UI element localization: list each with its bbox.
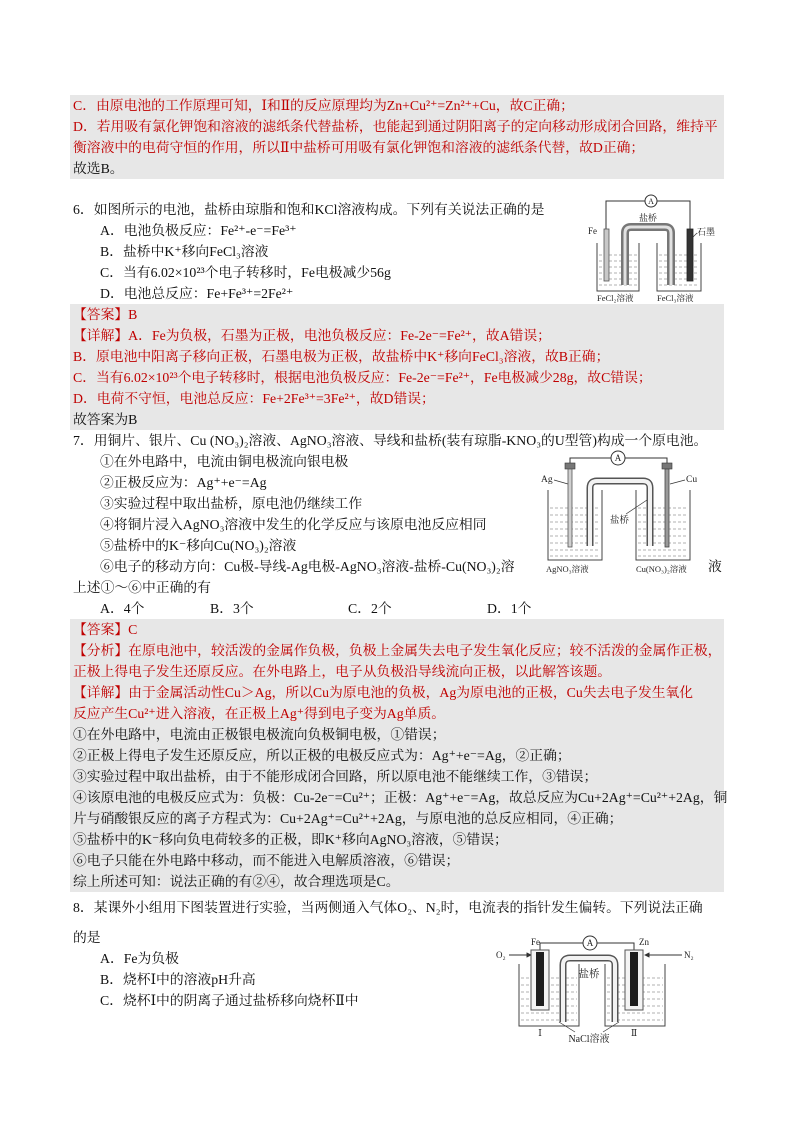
question-7-detail-line: ①在外电路中，电流由正极银电极流向负极铜电极，①错误； bbox=[73, 727, 446, 742]
question-7-statement-6-tail: 液 bbox=[708, 559, 722, 574]
q6-left-beaker bbox=[597, 243, 639, 291]
q7-ag-electrode bbox=[568, 469, 572, 547]
q8-salt-bridge-core bbox=[563, 958, 615, 1022]
q6-salt-bridge bbox=[625, 227, 671, 285]
question-7-option-d: D．1个 bbox=[487, 601, 532, 616]
q7-right-electrode-label: Cu bbox=[686, 475, 698, 485]
q7-right-beaker bbox=[636, 490, 690, 560]
q8-salt-bridge-label: 盐桥 bbox=[578, 969, 600, 980]
question-7-statement-5: ⑤盐桥中的K⁻移向Cu(NO₃)₂溶液 bbox=[100, 538, 297, 553]
q7-salt-bridge-label: 盐桥 bbox=[610, 516, 630, 526]
question-6-answer-block bbox=[70, 304, 724, 430]
q6-salt-bridge-core bbox=[625, 227, 671, 285]
question-7-conclusion: 综上所述可知：说法正确的有②④，故合理选项是C。 bbox=[73, 874, 400, 889]
q8-beaker-left-label: Ⅰ bbox=[538, 1028, 542, 1038]
q8-gas-right-label: N₂ bbox=[684, 950, 694, 960]
q7-right-clamp bbox=[662, 463, 672, 469]
question-8-option-a: A．Fe为负极 bbox=[100, 951, 179, 966]
previous-answer-block bbox=[70, 95, 724, 179]
question-7-options bbox=[70, 598, 724, 619]
question-7-analysis-line: 【分析】在原电池中，较活泼的金属作负极，负极上金属失去电子发生氧化反应；较不活泼的金属作正极， bbox=[73, 643, 722, 658]
question-7-statement-4: ④将铜片浸入AgNO₃溶液中发生的化学反应与该原电池反应相同 bbox=[100, 517, 487, 532]
question-8-stem: 8．某课外小组用下图装置进行实验，当两侧通入气体O₂、N₂时，电流表的指针发生偏转。下列说法正确 bbox=[73, 900, 703, 915]
question-6-option-a: A．电池负极反应：Fe²⁺-e⁻=Fe³⁺ bbox=[100, 223, 297, 238]
question-7-option-c: C．2个 bbox=[348, 601, 392, 616]
q7-ammeter-label: A bbox=[614, 453, 622, 463]
question-7-answer: 【答案】C bbox=[73, 622, 138, 637]
q8-salt-bridge bbox=[563, 958, 615, 1022]
question-8-stem-continued: 的是 bbox=[73, 930, 101, 945]
question-6-option-d: D．电池总反应：Fe+Fe³⁺=2Fe²⁺ bbox=[100, 286, 294, 301]
question-6-conclusion: 故答案为B bbox=[73, 412, 138, 427]
q7-left-solution-label: AgNO₃溶液 bbox=[546, 564, 589, 574]
q6-graphite-electrode bbox=[687, 229, 693, 281]
q6-left-solution-label: FeCl₂溶液 bbox=[597, 293, 634, 303]
q6-salt-bridge-label: 盐桥 bbox=[638, 213, 658, 223]
q8-solution-leader-left bbox=[559, 1022, 575, 1032]
question-7-detail-line: ③实验过程中取出盐桥，由于不能形成闭合回路，所以原电池不能继续工作，③错误； bbox=[73, 769, 598, 784]
q7-cu-electrode bbox=[665, 469, 669, 547]
q7-right-solution-label: Cu(NO₃)₂溶液 bbox=[636, 564, 687, 574]
q7-left-clamp bbox=[565, 463, 575, 469]
previous-answer-line: C．由原电池的工作原理可知，Ⅰ和Ⅱ的反应原理均为Zn+Cu²⁺=Zn²⁺+Cu，故C正确； bbox=[73, 98, 574, 113]
q8-ammeter-label: A bbox=[586, 938, 594, 948]
question-7-option-b: B．3个 bbox=[210, 601, 254, 616]
q7-right-label-leader bbox=[670, 480, 685, 484]
question-7-statement-3: ③实验过程中取出盐桥，原电池仍继续工作 bbox=[100, 496, 363, 511]
question-6-option-b: B．盐桥中K⁺移向FeCl₃溶液 bbox=[100, 244, 269, 259]
q8-zn-electrode bbox=[630, 952, 638, 1006]
question-6-answer: 【答案】B bbox=[73, 307, 138, 322]
question-7-answer-block bbox=[70, 619, 728, 892]
question-7-detail-line: ②正极上得电子发生还原反应，所以正极的电极反应式为：Ag⁺+e⁻=Ag，②正确； bbox=[73, 748, 571, 763]
question-6-option-c: C．当有6.02×10²³个电子转移时，Fe电极减少56g bbox=[100, 265, 391, 280]
question-7-detail-line: ④该原电池的电极反应式为：负极：Cu-2e⁻=Cu²⁺；正极：Ag⁺+e⁻=Ag，故总反应为Cu+2Ag⁺=Cu²⁺+2Ag，铜 bbox=[73, 790, 728, 805]
question-7-detail-line: ⑥电子只能在外电路中移动，而不能进入电解质溶液，⑥错误； bbox=[73, 853, 460, 868]
question-8-option-b: B．烧杯Ⅰ中的溶液pH升高 bbox=[100, 972, 256, 987]
q7-left-beaker bbox=[548, 490, 602, 560]
q7-left-label-leader bbox=[554, 480, 568, 484]
question-7-detail-line: ⑤盐桥中的K⁻移向负电荷较多的正极，即K⁺移向AgNO₃溶液，⑤错误； bbox=[73, 832, 508, 847]
question-6-detail-line: D．电荷不守恒，电池总反应：Fe+2Fe³⁺=3Fe²⁺，故D错误； bbox=[73, 391, 435, 406]
question-6-cell-diagram bbox=[585, 193, 717, 305]
question-6-detail-line: 【详解】A．Fe为负极，石墨为正极，电池负极反应：Fe-2e⁻=Fe²⁺，故A错误； bbox=[73, 328, 551, 343]
q8-solution-label: NaCl溶液 bbox=[568, 1034, 610, 1045]
question-7-detail-line: 片与硝酸银反应的离子方程式为：Cu+2Ag⁺=Cu²⁺+2Ag，与原电池的总反应相同，④正确； bbox=[73, 811, 623, 826]
question-7-detail-intro-line: 反应产生Cu²⁺进入溶液，在正极上Ag⁺得到电子变为Ag单质。 bbox=[73, 706, 446, 721]
q7-right-solution bbox=[638, 508, 688, 556]
q6-ammeter-label: A bbox=[648, 197, 654, 206]
q7-left-electrode-label: Ag bbox=[541, 475, 553, 485]
question-7-statement-2: ②正极反应为：Ag⁺+e⁻=Ag bbox=[100, 475, 267, 490]
question-7-statement-1: ①在外电路中，电流由铜电极流向银电极 bbox=[100, 454, 349, 469]
q6-left-electrode-label: Fe bbox=[588, 226, 597, 236]
previous-answer-conclusion: 故选B。 bbox=[73, 161, 124, 176]
question-7-detail-intro-line: 【详解】由于金属活动性Cu＞Ag，所以Cu为原电池的负极，Ag为原电池的正极，Cu失去电子发生氧化 bbox=[73, 685, 694, 700]
q8-fe-electrode bbox=[536, 952, 544, 1006]
question-6-detail-line: C．当有6.02×10²³个电子转移时，根据电池负极反应：Fe-2e⁻=Fe²⁺，Fe电极减少28g，故C错误； bbox=[73, 370, 652, 385]
previous-answer-line: 衡溶液中的电荷守恒的作用，所以Ⅱ中盐桥可用吸有氯化钾饱和溶液的滤纸条代替，故D正确； bbox=[73, 140, 645, 155]
q6-right-electrode-label: 石墨 bbox=[697, 227, 716, 237]
question-8-cell-diagram bbox=[493, 932, 703, 1044]
q8-beaker-right-label: Ⅱ bbox=[630, 1028, 638, 1038]
q8-left-electrode-label: Fe bbox=[531, 937, 540, 947]
question-7-cell-diagram bbox=[540, 448, 705, 576]
question-7-stem: 7．用铜片、银片、Cu (NO₃)₂溶液、AgNO₃溶液、导线和盐桥(装有琼脂-KNO₃的U型管)构成一个原电池。 bbox=[73, 433, 708, 448]
question-7-option-a: A．4个 bbox=[100, 601, 145, 616]
q8-gas-left-label: O₂ bbox=[496, 950, 506, 960]
q6-right-solution-label: FeCl₃溶液 bbox=[657, 293, 694, 303]
question-7-analysis-line: 正极上得电子发生还原反应。在外电路上，电子从负极沿导线流向正极，以此解答该题。 bbox=[73, 664, 612, 679]
q6-fe-electrode bbox=[604, 229, 609, 281]
question-7-prompt: 上述①～⑥中正确的有 bbox=[73, 580, 211, 595]
question-6-detail-line: B．原电池中阳离子移向正极，石墨电极为正极，故盐桥中K⁺移向FeCl₃溶液，故B正确； bbox=[73, 349, 610, 364]
previous-answer-line: D．若用吸有氯化钾饱和溶液的滤纸条代替盐桥，也能起到通过阴阳离子的定向移动形成闭合回路，维持平 bbox=[73, 119, 718, 134]
q8-right-electrode-label: Zn bbox=[639, 937, 649, 947]
question-8-option-c: C．烧杯Ⅰ中的阴离子通过盐桥移向烧杯Ⅱ中 bbox=[100, 993, 359, 1008]
question-7-statement-6-text: ⑥电子的移动方向：Cu极-导线-Ag电极-AgNO₃溶液-盐桥-Cu(NO₃)₂溶 bbox=[100, 559, 515, 574]
question-6-stem: 6．如图所示的电池，盐桥由琼脂和饱和KCl溶液构成。下列有关说法正确的是 bbox=[73, 202, 545, 217]
